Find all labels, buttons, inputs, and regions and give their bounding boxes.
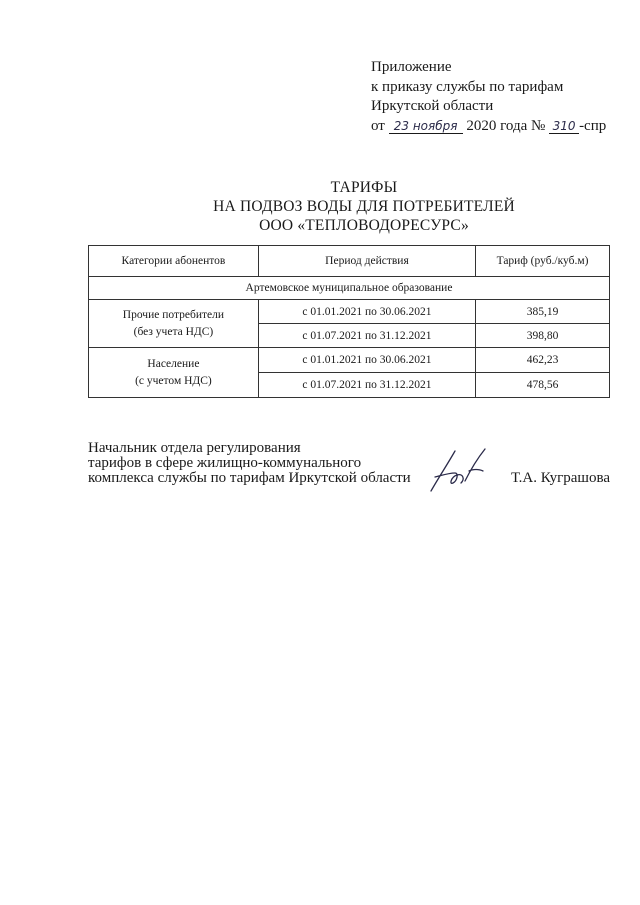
tariff-cell: 462,23 [476, 348, 610, 373]
title-line: ТАРИФЫ [330, 179, 398, 196]
handwritten-date: 23 ноября [389, 119, 463, 134]
header-cell-period: Период действия [258, 246, 475, 277]
tariff-cell: 478,56 [476, 373, 610, 398]
handwritten-number: 310 [549, 119, 579, 134]
category-note: (без учета НДС) [133, 325, 214, 338]
section-cell: Артемовское муниципальное образование [89, 277, 610, 300]
number-suffix: -спр [579, 117, 607, 134]
appendix-date-line [371, 117, 606, 137]
tariff-cell: 385,19 [476, 300, 610, 324]
title-line: ООО «ТЕПЛОВОДОРЕСУРС» [259, 217, 469, 234]
tariff-table [88, 245, 610, 398]
signatory-name: Т.А. Куграшова [511, 470, 611, 486]
category-label: Прочие потребители [122, 308, 225, 321]
title-line: НА ПОДВОЗ ВОДЫ ДЛЯ ПОТРЕБИТЕЛЕЙ [213, 198, 515, 215]
appendix-line: к приказу службы по тарифам [371, 78, 564, 95]
table-row [89, 348, 610, 373]
signatory-line: Начальник отдела регулирования [88, 440, 301, 456]
signatory-title [88, 441, 411, 486]
category-note: (с учетом НДС) [135, 374, 212, 387]
category-cell [89, 300, 259, 348]
appendix-line: Иркутской области [371, 98, 494, 114]
date-prefix: от [371, 117, 385, 134]
table-section-row [89, 277, 610, 300]
signatory-line: тарифов в сфере жилищно-коммунального [88, 455, 362, 471]
tariff-cell: 398,80 [476, 324, 610, 348]
appendix-header [371, 58, 606, 136]
handwritten-signature [425, 447, 493, 495]
period-cell: с 01.01.2021 по 30.06.2021 [258, 300, 475, 324]
category-cell [89, 348, 259, 398]
period-cell: с 01.07.2021 по 31.12.2021 [258, 373, 475, 398]
table-row [89, 300, 610, 324]
year-text: 2020 года № [466, 117, 546, 134]
document-title [0, 178, 640, 235]
table-header-row [89, 246, 610, 277]
appendix-line: Приложение [371, 59, 452, 75]
header-cell-category: Категории абонентов [89, 246, 259, 277]
header-cell-tariff: Тариф (руб./куб.м) [476, 246, 610, 277]
period-cell: с 01.01.2021 по 30.06.2021 [258, 348, 475, 373]
signatory-line: комплекса службы по тарифам Иркутской области [88, 470, 411, 486]
period-cell: с 01.07.2021 по 31.12.2021 [258, 324, 475, 348]
category-label: Население [147, 357, 200, 370]
